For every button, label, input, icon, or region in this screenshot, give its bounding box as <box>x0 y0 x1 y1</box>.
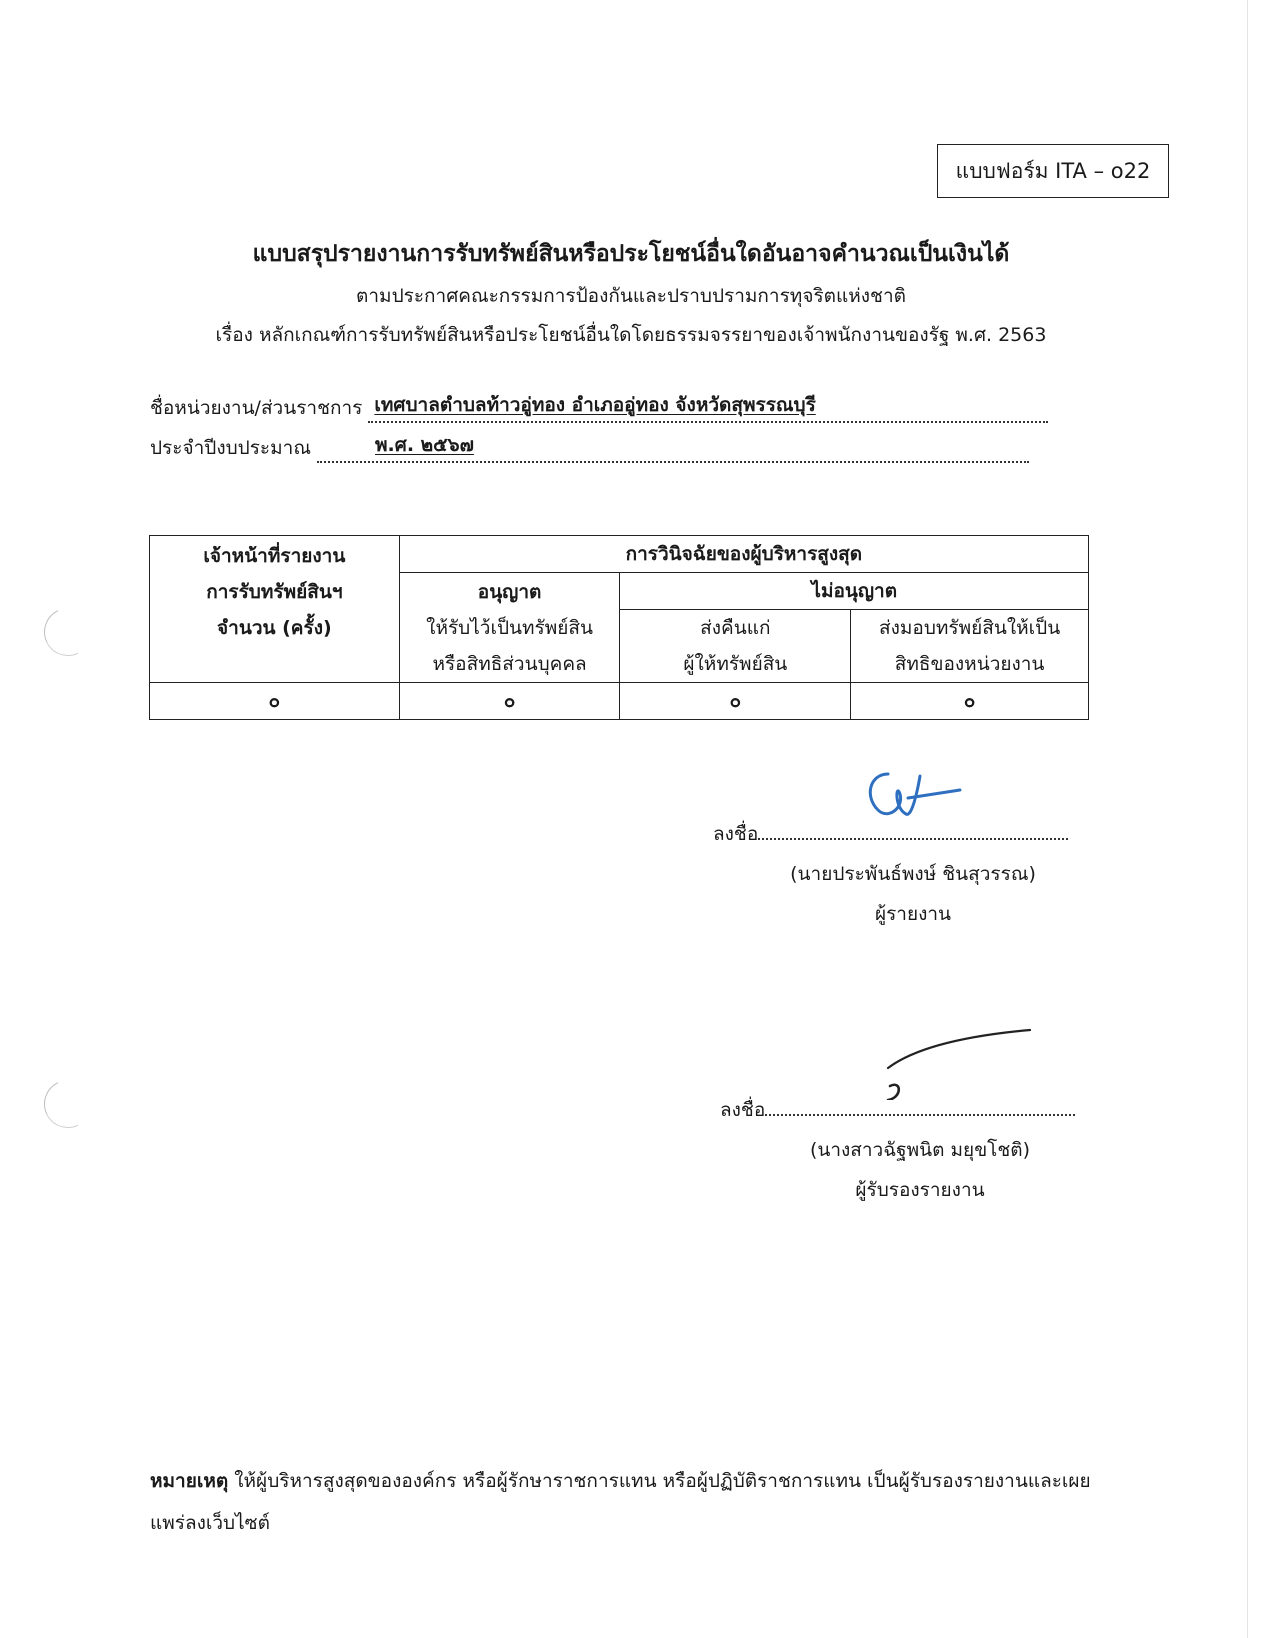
document-subtitle-1: ตามประกาศคณะกรรมการป้องกันและปราบปรามการทุจริตแห่งชาติ <box>356 285 906 307</box>
signature-1-dots <box>758 818 1068 840</box>
form-code-box: แบบฟอร์ม ITA – o22 <box>937 144 1169 198</box>
signature-2-block <box>720 1094 1100 1205</box>
report-table <box>149 535 1089 720</box>
signature-2-role: ผู้รับรองรายงาน <box>855 1179 985 1201</box>
fiscal-year-label: ประจำปีงบประมาณ <box>150 437 311 459</box>
count-officer-cell: ๐ <box>150 683 400 720</box>
fiscal-year-value: พ.ศ. ๒๕๖๗ <box>317 430 1029 463</box>
count-handover-cell: ๐ <box>851 683 1089 720</box>
officer-header-line-3: จำนวน (ครั้ง) <box>217 617 332 639</box>
document-title: แบบสรุปรายงานการรับทรัพย์สินหรือประโยชน์อื่นใดอันอาจคำนวณเป็นเงินได้ <box>252 241 1010 267</box>
agency-label: ชื่อหน่วยงาน/ส่วนราชการ <box>150 397 363 419</box>
allow-header: อนุญาต <box>477 580 542 603</box>
officer-header-line-2: การรับทรัพย์สินฯ <box>206 581 343 603</box>
officer-report-header <box>150 536 400 683</box>
handover-column <box>851 610 1089 683</box>
allow-desc-line-1: ให้รับไว้เป็นทรัพย์สิน <box>426 616 593 639</box>
signature-1-label: ลงชื่อ <box>713 823 759 845</box>
signature-2-name: (นางสาวฉัฐพนิต มยุขโชติ) <box>809 1139 1031 1161</box>
allow-column <box>399 573 620 683</box>
footnote-label: หมายเหตุ <box>150 1470 229 1492</box>
signature-1-name: (นายประพันธ์พงษ์ ชินสุวรรณ) <box>790 863 1036 885</box>
allow-desc-line-2: หรือสิทธิส่วนบุคคล <box>432 652 587 675</box>
signature-2-line <box>720 1094 1100 1125</box>
document-subtitle-2: เรื่อง หลักเกณฑ์การรับทรัพย์สินหรือประโยชน์อื่นใดโดยธรรมจรรยาของเจ้าพนักงานของรัฐ พ.ศ. 2563 <box>215 324 1047 346</box>
return-desc-line-2: ผู้ให้ทรัพย์สิน <box>683 653 788 675</box>
footnote-text: ให้ผู้บริหารสูงสุดขององค์กร หรือผู้รักษาราชการแทน หรือผู้ปฏิบัติราชการแทน เป็นผู้รับรองรายงานและเผยแพร่ลงเว็บไซต์ <box>150 1470 1091 1534</box>
signature-2-label: ลงชื่อ <box>720 1099 766 1121</box>
handover-desc-line-2: สิทธิของหน่วยงาน <box>894 653 1045 675</box>
count-return-cell: ๐ <box>620 683 851 720</box>
disallow-header: ไม่อนุญาต <box>620 573 1089 610</box>
signature-2-ink <box>870 1020 1040 1100</box>
footnote <box>150 1460 1110 1544</box>
signature-2-dots <box>765 1094 1075 1116</box>
return-desc-line-1: ส่งคืนแก่ <box>700 617 771 639</box>
signature-1-role: ผู้รายงาน <box>874 903 952 925</box>
decision-header: การวินิจฉัยของผู้บริหารสูงสุด <box>399 536 1088 573</box>
punch-hole-top <box>37 601 99 663</box>
officer-header-line-1: เจ้าหน้าที่รายงาน <box>203 545 346 567</box>
punch-hole-bottom <box>37 1073 99 1135</box>
signature-1-block <box>713 818 1093 929</box>
return-column <box>620 610 851 683</box>
signature-1-line <box>713 818 1093 849</box>
handover-desc-line-1: ส่งมอบทรัพย์สินให้เป็น <box>879 617 1061 639</box>
agency-value: เทศบาลตำบลท้าวอู่ทอง อำเภออู่ทอง จังหวัดสุพรรณบุรี <box>368 390 1048 423</box>
count-allow-cell: ๐ <box>399 683 620 720</box>
table-row <box>150 683 1089 720</box>
agency-field <box>150 390 1048 423</box>
fiscal-year-field <box>150 430 1029 463</box>
